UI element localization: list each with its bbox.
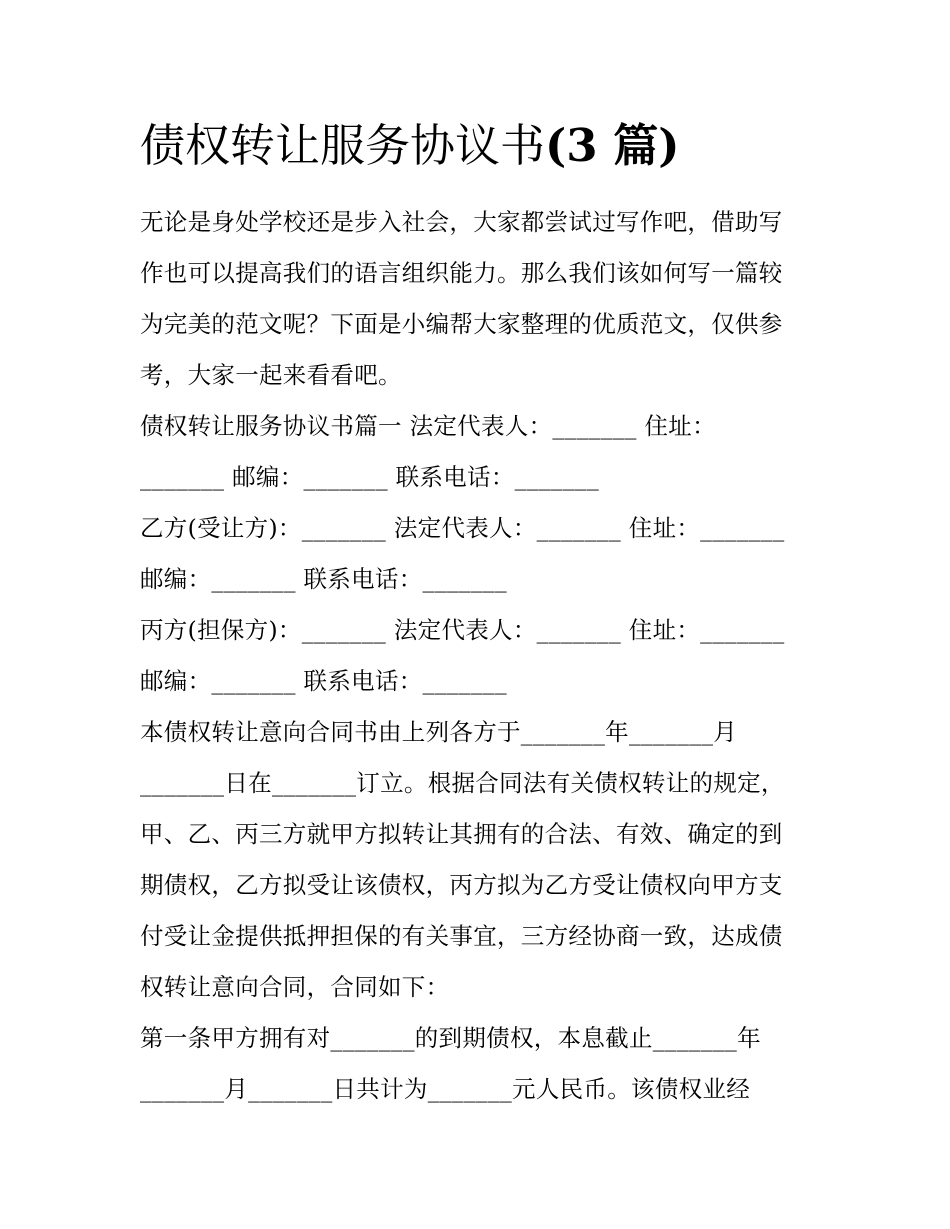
page-title bbox=[140, 112, 680, 180]
text-line: _______日在_______订立。根据合同法有关债权转让的规定， bbox=[140, 769, 785, 797]
text-line: _______月_______日共计为_______元人民币。该债权业经 bbox=[140, 1075, 751, 1103]
text-line: 为完美的范文呢？下面是小编帮大家整理的优质范文，仅供参 bbox=[140, 310, 783, 338]
text-line: 考，大家一起来看看吧。 bbox=[140, 361, 402, 389]
text-line: 邮编：_______ 联系电话：_______ bbox=[140, 667, 507, 695]
text-line: 第一条甲方拥有对_______的到期债权，本息截止_______年 bbox=[140, 1024, 761, 1052]
text-line: 债权转让服务协议书篇一 法定代表人：_______ 住址： bbox=[140, 412, 716, 440]
text-line: 作也可以提高我们的语言组织能力。那么我们该如何写一篇较 bbox=[140, 259, 783, 287]
text-line: 付受让金提供抵押担保的有关事宜，三方经协商一致，达成债 bbox=[140, 922, 783, 950]
text-line: 乙方(受让方)：_______ 法定代表人：_______ 住址：_______ bbox=[140, 514, 785, 542]
title-main: 债权转让服务协议书 bbox=[140, 119, 546, 172]
text-line: 邮编：_______ 联系电话：_______ bbox=[140, 565, 507, 593]
title-suffix: (3 篇) bbox=[545, 119, 680, 172]
text-line: 期债权，乙方拟受让该债权，丙方拟为乙方受让债权向甲方支 bbox=[140, 871, 783, 899]
text-line: 丙方(担保方)：_______ 法定代表人：_______ 住址：_______ bbox=[140, 616, 785, 644]
text-line: _______ 邮编：_______ 联系电话：_______ bbox=[140, 463, 599, 491]
text-line: 本债权转让意向合同书由上列各方于_______年_______月 bbox=[140, 718, 738, 746]
text-line: 甲、乙、丙三方就甲方拟转让其拥有的合法、有效、确定的到 bbox=[140, 820, 783, 848]
text-line: 权转让意向合同，合同如下： bbox=[140, 973, 450, 1001]
text-line: 无论是身处学校还是步入社会，大家都尝试过写作吧，借助写 bbox=[140, 208, 783, 236]
